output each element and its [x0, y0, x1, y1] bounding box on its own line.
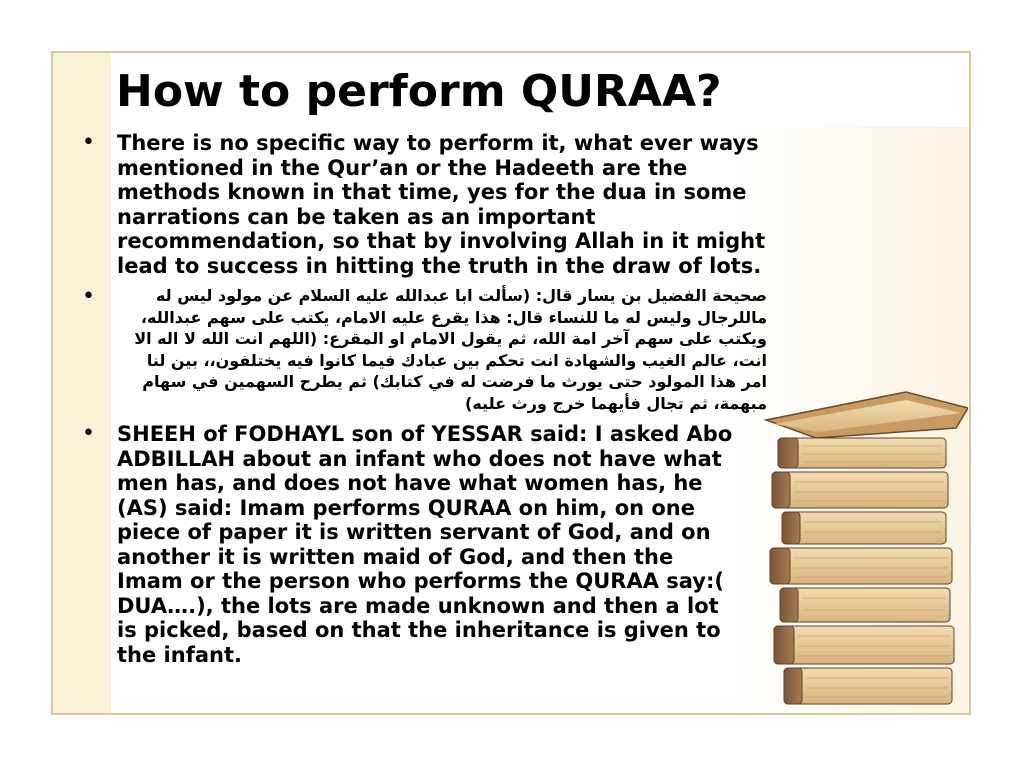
bullet-text-translation: SHEEH of FODHAYL son of YESSAR said: I asked Abo ADBILLAH about an infant who does not have what men has, and does not have what women has, he (AS) said: Imam performs QURAA on him, on one piece of paper it is written servant of God, and on another it is written maid of God, and then the Imam or the person who performs the QURAA say:( DUA….), the lots are made unknown and then a lot is picked, based on that the inheritance is given to the infant. [117, 422, 733, 667]
bullet-item [82, 131, 772, 278]
slide-title: How to perform QURAA? [116, 66, 722, 117]
bullet-marker: • [82, 130, 95, 155]
bullet-marker: • [82, 421, 95, 446]
bullet-text-arabic-narration: صحيحة الفضيل بن يسار قال: (سألت ابا عبدالله عليه السلام عن مولود ليس له ماللرجال وليس له ما للنساء قال: هذا يقرع عليه الامام، يكتب على سهم عبدالله، ويكتب على سهم آخر امة الله، ثم يقول الامام او المقرع: (اللهم انت الله لا اله الا انت، عالم الغيب والشهادة انت تحكم بين عبادك فيما كانوا فيه يختلفون،، بين لنا امر هذا المولود حتى يورث ما فرضت له في كتابك) ثم يطرح السهمين في سهام مبهمة، ثم تجال فأيهما خرج ورث عليه) [134, 286, 767, 413]
bullet-text-explanation: There is no specific way to perform it, what ever ways mentioned in the Qur’an or the Hadeeth are the methods known in that time, yes for the dua in some narrations can be taken as an important recommendation, so that by involving Allah in it might lead to success in hitting the truth in the draw of lots. [117, 131, 766, 278]
bullet-item [82, 422, 772, 667]
bullet-marker: • [82, 284, 95, 309]
bullet-item [82, 285, 772, 414]
bullet-list [82, 131, 772, 667]
stack-of-books-icon [756, 380, 968, 710]
